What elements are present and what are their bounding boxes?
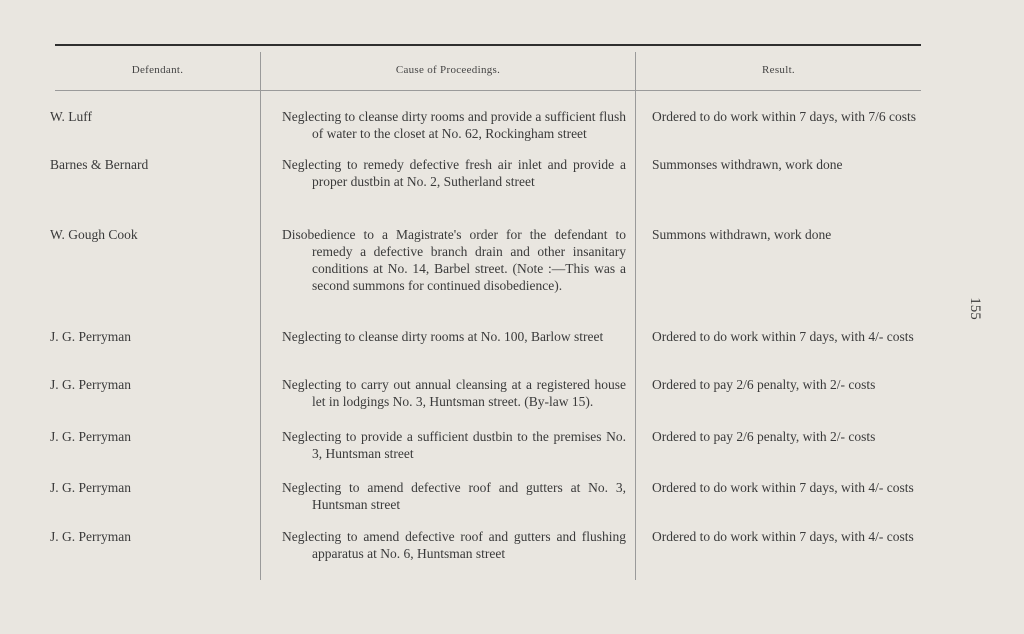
cause-cell: Neglecting to provide a sufficient dustbin to the premises No. 3, Huntsman street bbox=[282, 429, 626, 461]
page-number: 155 bbox=[966, 297, 983, 320]
defendant-cell: J. G. Perryman bbox=[50, 429, 131, 444]
defendant-cell: J. G. Perryman bbox=[50, 377, 131, 392]
header-rule bbox=[55, 90, 921, 91]
result-cell: Summonses withdrawn, work done bbox=[652, 157, 843, 172]
result-cell: Ordered to pay 2/6 penalty, with 2/- costs bbox=[652, 377, 876, 392]
defendant-cell: J. G. Perryman bbox=[50, 529, 131, 544]
defendant-cell: J. G. Perryman bbox=[50, 480, 131, 495]
cause-cell: Disobedience to a Magistrate's order for the defendant to remedy a defective branch drain and other insanitary conditions at No. 14, Barbel street. (Note :—This was a second summons for continued disobedience). bbox=[282, 227, 626, 293]
column-divider bbox=[260, 52, 261, 580]
result-cell: Ordered to do work within 7 days, with 4/- costs bbox=[652, 329, 914, 344]
header-result: Result. bbox=[762, 64, 795, 76]
defendant-cell: W. Gough Cook bbox=[50, 227, 138, 242]
column-divider bbox=[635, 52, 636, 580]
defendant-cell: J. G. Perryman bbox=[50, 329, 131, 344]
header-defendant: Defendant. bbox=[131, 64, 184, 76]
top-rule bbox=[55, 44, 921, 46]
result-cell: Summons withdrawn, work done bbox=[652, 227, 832, 242]
cause-cell: Neglecting to amend defective roof and gutters at No. 3, Huntsman street bbox=[282, 480, 626, 512]
header-cause: Cause of Proceedings. bbox=[395, 64, 501, 76]
cause-cell: Neglecting to cleanse dirty rooms and provide a sufficient flush of water to the closet at No. 62, Rockingham street bbox=[282, 109, 626, 141]
defendant-cell: W. Luff bbox=[50, 109, 92, 124]
cause-cell: Neglecting to amend defective roof and gutters and flushing apparatus at No. 6, Huntsman street bbox=[282, 529, 626, 561]
result-cell: Ordered to do work within 7 days, with 4/- costs bbox=[652, 480, 914, 495]
result-cell: Ordered to do work within 7 days, with 7/6 costs bbox=[652, 109, 916, 124]
result-cell: Ordered to do work within 7 days, with 4/- costs bbox=[652, 529, 914, 544]
cause-cell: Neglecting to carry out annual cleansing at a registered house let in lodgings No. 3, Huntsman street. (By-law 15). bbox=[282, 377, 626, 409]
cause-cell: Neglecting to remedy defective fresh air inlet and provide a proper dustbin at No. 2, Sutherland street bbox=[282, 157, 626, 189]
cause-cell: Neglecting to cleanse dirty rooms at No. 100, Barlow street bbox=[282, 329, 604, 344]
defendant-cell: Barnes & Bernard bbox=[50, 157, 149, 172]
result-cell: Ordered to pay 2/6 penalty, with 2/- costs bbox=[652, 429, 876, 444]
